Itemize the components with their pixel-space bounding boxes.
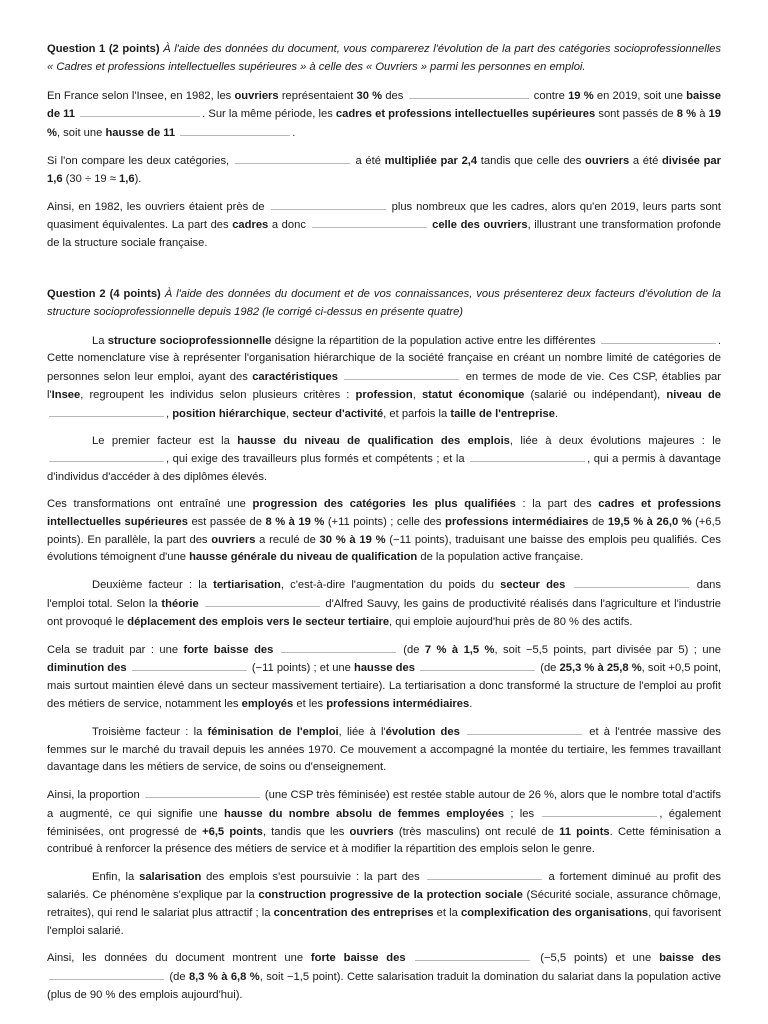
bold-text: 1,6 xyxy=(119,172,135,185)
text-run: . Sur la même période, les xyxy=(202,108,336,121)
bold-text: structure socioprofessionnelle xyxy=(107,334,272,347)
bold-text: évolution des xyxy=(385,725,460,738)
text-run: , qui emploie aujourd'hui près de 80 % des actifs. xyxy=(389,615,633,628)
text-run: , regroupent les individus selon plusieurs critères : xyxy=(80,388,356,401)
text-run: Ainsi, les données du document montrent une xyxy=(47,952,311,965)
bold-text: statut économique xyxy=(421,388,525,401)
bold-text: caractéristiques xyxy=(252,371,339,384)
text-run: de xyxy=(588,515,608,528)
text-run: désigne la répartition de la population active entre les différentes xyxy=(271,334,599,347)
text-run: a reculé de xyxy=(255,533,320,546)
question-1-prompt: À l'aide des données du document, vous comparerez l'évolution de la part des catégories socioprofessionnelles « Cadres et professions intellectuelles supérieures » à celle des « Ouvriers » parmi les personnes en emploi. xyxy=(47,43,721,73)
text-run: , xyxy=(412,388,422,401)
q2-paragraph-factor-1-data xyxy=(47,496,721,567)
text-run: , xyxy=(285,407,293,420)
bold-text: celle des ouvriers xyxy=(432,219,528,232)
text-run: des emplois s'est poursuivie : la part des xyxy=(201,871,425,884)
text-run: (−11 points), traduisant une baisse des emplois peu qualifiés. Ces évolutions témoignent d'une xyxy=(47,533,721,564)
text-run: (+6,5 points). En parallèle, la part des xyxy=(47,515,721,546)
question-1-title: Question 1 (2 points) xyxy=(47,43,160,55)
bold-text: employés xyxy=(241,697,294,710)
text-run: a été xyxy=(629,154,662,167)
question-2-prompt: À l'aide des données du document et de vos connaissances, vous présenterez deux facteurs d'évolution de la structure socioprofessionnelle depuis 1982 (le corrigé ci-dessus en présente quatre) xyxy=(47,287,721,318)
text-run: : la part des xyxy=(515,497,599,510)
bold-text: 8 % xyxy=(676,108,700,121)
question-2-title: Question 2 (4 points) xyxy=(47,287,161,300)
text-run: contre xyxy=(530,89,569,102)
text-run xyxy=(338,371,342,383)
text-run: Ces transformations ont entraîné une xyxy=(47,497,253,510)
text-run: , illustrant une transformation profonde de la structure sociale française. xyxy=(47,219,721,250)
text-run: ; les xyxy=(504,807,541,820)
text-run: . xyxy=(554,407,559,420)
text-run: de la population active française. xyxy=(417,551,584,564)
bold-text: salarisation xyxy=(139,871,202,884)
q2-paragraph-factor-4 xyxy=(47,868,721,940)
text-run: , liée à l' xyxy=(338,725,386,738)
text-run: Si l'on compare les deux catégories, xyxy=(47,154,233,167)
text-run: (+11 points) ; celle des xyxy=(324,515,446,528)
text-run: , qui exige des travailleurs plus formés et compétents ; et la xyxy=(166,453,469,466)
bold-text: 19 % xyxy=(568,89,594,102)
text-run: Troisième facteur : la xyxy=(92,725,208,738)
text-run: est passée de xyxy=(187,515,266,528)
text-run: Enfin, la xyxy=(92,871,140,884)
text-run: , tandis que les xyxy=(262,825,350,838)
bold-text: niveau de xyxy=(666,388,722,401)
text-run: , soit +0,5 point, mais surtout maintien élevé dans un secteur massivement tertiaire). La tertiarisation a donc transformé la structure de l'emploi au profit des métiers de service, notamment les xyxy=(47,662,722,710)
text-run xyxy=(460,726,465,738)
fill-in-blank[interactable] xyxy=(601,332,716,344)
bold-text: 25,3 % à 25,8 % xyxy=(559,662,642,675)
bold-text: déplacement des emplois vers le secteur tertiaire xyxy=(127,615,390,628)
text-run: , et parfois la xyxy=(383,407,451,420)
text-run: (Sécurité sociale, assurance chômage, retraites), qui rend le salariat plus attractif ; la xyxy=(47,889,721,919)
text-run: et les xyxy=(293,697,327,710)
text-run xyxy=(127,662,130,674)
text-run: en termes de mode de vie. Ces CSP, établies par l' xyxy=(47,371,722,401)
fill-in-blank[interactable] xyxy=(80,105,200,117)
fill-in-blank[interactable] xyxy=(312,216,427,228)
text-run: (de xyxy=(397,643,425,656)
text-run: (une CSP très féminisée) est restée stable autour de 26 %, alors que le nombre total d'actifs a augmenté, ce qui signifie une xyxy=(47,789,721,820)
question-1-heading xyxy=(47,41,721,77)
q1-paragraph-1 xyxy=(47,87,721,143)
text-run: a fortement diminué au profit des salariés. Ce phénomène s'explique par la xyxy=(47,871,721,902)
bold-text: théorie xyxy=(161,597,199,610)
text-run: des xyxy=(382,89,407,102)
bold-text: ouvriers xyxy=(211,533,256,546)
text-run: Deuxième facteur : la xyxy=(92,579,214,592)
text-run: à xyxy=(699,108,709,121)
bold-text: 19 % xyxy=(47,108,721,140)
text-run: (−11 points) ; et une xyxy=(248,662,354,675)
bold-text: professions intermédiaires xyxy=(445,515,589,528)
q1-paragraph-2 xyxy=(47,152,721,189)
bold-text: ouvriers xyxy=(234,89,279,102)
text-run: , xyxy=(166,407,173,420)
fill-in-blank[interactable] xyxy=(132,659,247,671)
text-run: plus nombreux que les cadres, alors qu'en 2019, leurs parts sont quasiment équivalentes. La part des xyxy=(47,200,721,232)
bold-text: 11 points xyxy=(559,825,610,838)
text-run: et à l'entrée massive des femmes sur le marché du travail depuis les années 1970. Ce mouvement a accompagné la montée du tertiaire, les femmes travaillant davantage dans les métiers de service, de soins ou d'enseignement. xyxy=(47,725,721,774)
bold-text: professions intermédiaires xyxy=(326,697,470,710)
bold-text: baisse des xyxy=(659,952,722,965)
bold-text: complexification des organisations xyxy=(460,906,649,919)
bold-text: 8,3 % à 6,8 % xyxy=(188,971,260,984)
bold-text: cadres et professions intellectuelles supérieures xyxy=(335,108,596,121)
bold-text: hausse du nombre absolu de femmes employées xyxy=(223,807,505,820)
text-run: , qui a permis à davantage d'individus d'accéder à des diplômes élevés. xyxy=(47,453,721,484)
fill-in-blank[interactable] xyxy=(467,723,582,735)
fill-in-blank[interactable] xyxy=(271,198,386,210)
bold-text: diminution des xyxy=(47,662,127,675)
fill-in-blank[interactable] xyxy=(574,576,689,588)
text-run xyxy=(175,127,178,139)
text-run: , qui favorisent l'emploi salarié. xyxy=(47,906,721,937)
text-run xyxy=(199,598,203,610)
q2-paragraph-factor-1 xyxy=(47,433,721,487)
text-run: La xyxy=(92,334,108,347)
bold-text: taille de l'entreprise xyxy=(450,407,555,420)
bold-text: hausse du niveau de qualification des emplois xyxy=(237,434,510,447)
fill-in-blank[interactable] xyxy=(281,641,396,653)
fill-in-blank[interactable] xyxy=(420,659,535,671)
text-run: , soit −5,5 points, part divisée par 5) ; une xyxy=(494,643,722,656)
text-run: sont passés de xyxy=(595,108,677,121)
fill-in-blank[interactable] xyxy=(49,450,164,462)
text-run: . xyxy=(469,697,473,710)
bold-text: hausse des xyxy=(354,662,415,675)
text-run: d'Alfred Sauvy, les gains de productivité réalisés dans l'agriculture et l'industrie ont provoqué le xyxy=(47,597,722,628)
q1-paragraph-3 xyxy=(47,198,721,253)
text-run: (de xyxy=(166,971,189,984)
text-run: en 2019, soit une xyxy=(593,89,687,102)
question-2-heading xyxy=(47,286,721,322)
q2-paragraph-factor-3 xyxy=(47,723,721,777)
text-run: a donc xyxy=(268,219,310,232)
text-run: En France selon l'Insee, en 1982, les xyxy=(47,89,235,102)
bold-text: cadres et professions intellectuelles supérieures xyxy=(47,497,721,528)
fill-in-blank[interactable] xyxy=(344,368,459,380)
text-run: tandis que celle des xyxy=(477,154,586,167)
bold-text: 30 % xyxy=(356,89,383,102)
fill-in-blank[interactable] xyxy=(235,152,350,164)
text-run xyxy=(415,662,418,674)
fill-in-blank[interactable] xyxy=(542,805,657,817)
bold-text: construction progressive de la protection sociale xyxy=(258,889,523,902)
text-run xyxy=(406,952,414,964)
bold-text: secteur des xyxy=(500,579,566,592)
text-run xyxy=(565,579,571,591)
text-run: , c'est-à-dire l'augmentation du poids du xyxy=(280,579,501,592)
text-run: (−5,5 points) et une xyxy=(532,952,660,965)
text-run: , soit −1,5 point). Cette salarisation traduit la domination du salariat dans la population active (plus de 90 % des emplois aujourd'hui). xyxy=(47,971,722,1002)
text-run: Cela se traduit par : une xyxy=(47,643,184,656)
bold-text: hausse de 11 xyxy=(105,127,176,140)
bold-text: cadres xyxy=(232,219,269,232)
fill-in-blank[interactable] xyxy=(49,405,164,417)
fill-in-blank[interactable] xyxy=(409,87,529,99)
text-run: ). xyxy=(134,172,142,185)
q2-paragraph-definition xyxy=(47,332,721,424)
fill-in-blank[interactable] xyxy=(145,786,260,798)
fill-in-blank[interactable] xyxy=(427,868,542,880)
text-run: Ainsi, en 1982, les ouvriers étaient près de xyxy=(47,200,269,213)
q2-paragraph-factor-3-data xyxy=(47,786,721,859)
bold-text: forte baisse des xyxy=(183,643,274,656)
bold-text: ouvriers xyxy=(585,154,630,167)
fill-in-blank[interactable] xyxy=(49,968,164,980)
q2-paragraph-factor-2 xyxy=(47,576,721,631)
fill-in-blank[interactable] xyxy=(415,949,530,961)
bold-text: 30 % à 19 % xyxy=(319,533,386,546)
bold-text: concentration des entreprises xyxy=(273,906,434,919)
fill-in-blank[interactable] xyxy=(470,450,585,462)
text-run: . Cette nomenclature vise à représenter l'organisation hiérarchique de la société française en créant un nombre limité de catégories de personnes selon leur emploi, ayant des xyxy=(47,334,721,384)
bold-text: multipliée par 2,4 xyxy=(384,154,478,167)
bold-text: ouvriers xyxy=(349,825,394,838)
text-run: représentaient xyxy=(278,89,357,102)
bold-text: forte baisse des xyxy=(310,952,406,965)
q2-paragraph-factor-4-data xyxy=(47,949,721,1004)
bold-text: Insee xyxy=(51,388,81,401)
text-run: dans l'emploi total. Selon la xyxy=(47,579,722,610)
text-run: Le premier facteur est la xyxy=(92,434,238,447)
text-run: a été xyxy=(351,154,385,167)
text-run: . Cette féminisation a contribué à renforcer la présence des métiers de service et à modifier la répartition des emplois selon le genre. xyxy=(47,825,721,856)
bold-text: divisée par 1,6 xyxy=(47,154,721,185)
bold-text: 19,5 % à 26,0 % xyxy=(607,515,692,528)
text-run: (de xyxy=(537,662,560,675)
bold-text: position hiérarchique xyxy=(172,407,286,420)
text-run xyxy=(273,644,278,656)
bold-text: baisse de 11 xyxy=(47,89,722,121)
text-run xyxy=(75,108,78,120)
text-run: , également féminisées, ont progressé de xyxy=(47,807,722,838)
bold-text: 8 % à 19 % xyxy=(265,515,325,528)
bold-text: féminisation de l'emploi xyxy=(207,725,339,738)
text-run: (salarié ou indépendant), xyxy=(524,388,667,401)
text-run: et la xyxy=(433,906,461,919)
bold-text: hausse générale du niveau de qualification xyxy=(189,551,418,564)
fill-in-blank[interactable] xyxy=(180,124,290,136)
bold-text: 7 % à 1,5 % xyxy=(424,643,495,656)
bold-text: tertiarisation xyxy=(213,579,281,592)
text-run: (très masculins) ont reculé de xyxy=(393,825,560,838)
fill-in-blank[interactable] xyxy=(205,595,320,607)
bold-text: progression des catégories les plus qualifiées xyxy=(252,497,516,510)
text-run: Ainsi, la proportion xyxy=(47,789,143,802)
text-run: . xyxy=(292,127,296,140)
q2-paragraph-factor-2-data xyxy=(47,641,721,714)
bold-text: profession xyxy=(355,388,413,401)
bold-text: +6,5 points xyxy=(202,825,263,838)
text-run: (30 ÷ 19 ≈ xyxy=(62,172,119,185)
text-run: , soit une xyxy=(56,127,106,140)
bold-text: secteur d'activité xyxy=(292,407,384,420)
text-run: , liée à deux évolutions majeures : le xyxy=(509,434,721,447)
